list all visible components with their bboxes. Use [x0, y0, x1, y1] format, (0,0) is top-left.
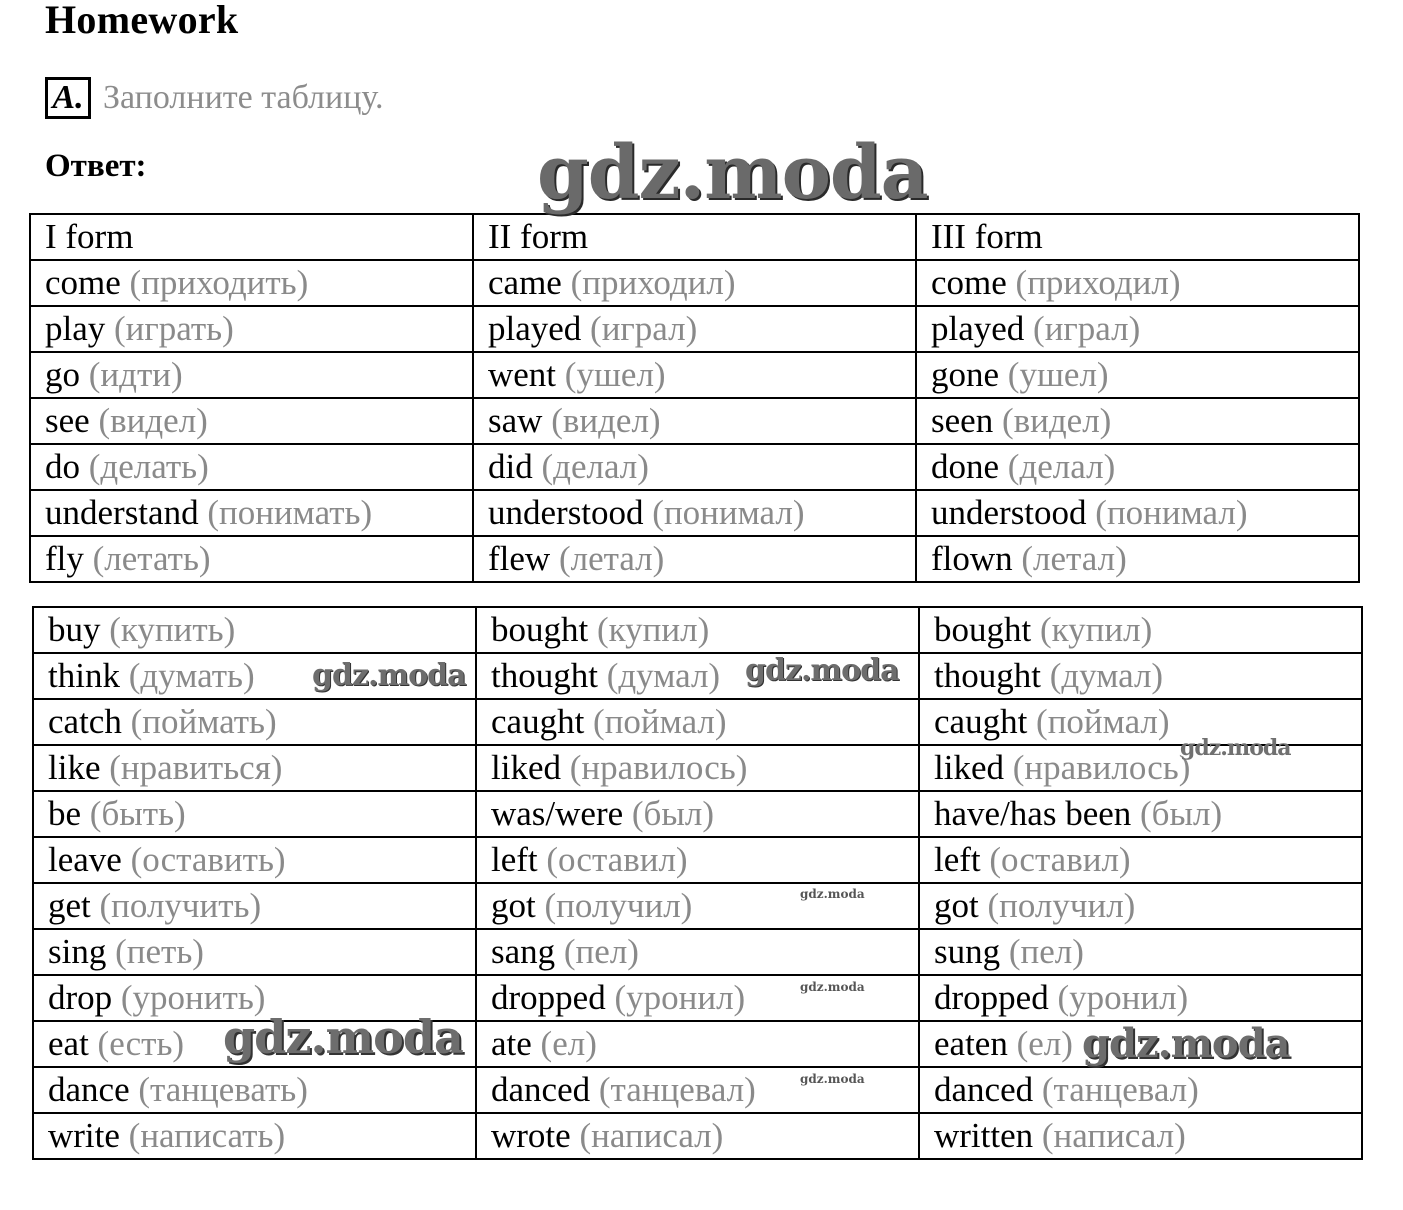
verb-form: come — [45, 263, 121, 302]
watermark-logo: gdz.moda — [800, 1072, 865, 1086]
verb-cell — [33, 791, 476, 837]
verb-cell — [476, 975, 919, 1021]
verb-translation: (видел) — [98, 401, 208, 440]
verb-translation: (ел) — [1016, 1024, 1073, 1063]
verb-form: seen — [931, 401, 994, 440]
verb-cell — [916, 536, 1359, 582]
verb-form: see — [45, 401, 90, 440]
task-number-box: A. — [45, 77, 91, 119]
verb-cell — [919, 837, 1362, 883]
verb-form: buy — [48, 610, 101, 649]
verb-translation: (думать) — [128, 656, 255, 695]
verb-cell — [30, 306, 473, 352]
verb-cell — [919, 1021, 1362, 1067]
verb-translation: (понимал) — [652, 493, 805, 532]
verb-translation: (приходил) — [570, 263, 736, 302]
verb-form: be — [48, 794, 82, 833]
table-row — [33, 883, 1362, 929]
watermark-logo: gdz.moda — [800, 980, 865, 994]
verb-cell — [30, 352, 473, 398]
table-row — [33, 929, 1362, 975]
verb-form: do — [45, 447, 80, 486]
verb-form: understand — [45, 493, 199, 532]
table-row — [30, 536, 1359, 582]
verb-cell — [919, 745, 1362, 791]
verb-translation: (поймал) — [1036, 702, 1170, 741]
verb-cell — [916, 398, 1359, 444]
verb-translation: (ушел) — [1007, 355, 1109, 394]
verb-cell — [919, 607, 1362, 653]
verb-cell — [473, 490, 916, 536]
verb-translation: (поймал) — [593, 702, 727, 741]
verb-cell — [476, 837, 919, 883]
verb-form: like — [48, 748, 101, 787]
verb-translation: (думал) — [1049, 656, 1164, 695]
verb-translation: (есть) — [97, 1024, 185, 1063]
verb-form: play — [45, 309, 106, 348]
verb-translation: (купил) — [1039, 610, 1153, 649]
verb-form: danced — [491, 1070, 591, 1109]
verb-form: gone — [931, 355, 1000, 394]
verb-translation: (видел) — [1001, 401, 1112, 440]
verb-translation: (оставил) — [989, 840, 1131, 879]
verb-cell — [33, 837, 476, 883]
verb-cell — [33, 883, 476, 929]
verb-form: liked — [491, 748, 561, 787]
verb-cell — [476, 745, 919, 791]
verb-translation: (уронить) — [120, 978, 266, 1017]
watermark-logo: gdz.moda — [1082, 1020, 1290, 1067]
verb-translation: (летать) — [92, 539, 211, 578]
verb-form: came — [488, 263, 562, 302]
verb-cell — [33, 699, 476, 745]
verb-cell — [476, 1021, 919, 1067]
table-row — [30, 306, 1359, 352]
verb-form: ate — [491, 1024, 532, 1063]
column-header: II form — [473, 214, 916, 260]
verb-translation: (делать) — [88, 447, 209, 486]
verb-translation: (делал) — [541, 447, 649, 486]
verbs-table-bottom — [32, 606, 1363, 1160]
column-header: III form — [916, 214, 1359, 260]
verb-translation: (получил) — [544, 886, 693, 925]
verb-form: write — [48, 1116, 120, 1155]
verb-cell — [916, 490, 1359, 536]
task-instruction: Заполните таблицу. — [103, 79, 384, 116]
watermark-logo: gdz.moda — [312, 658, 466, 693]
verb-translation: (получил) — [987, 886, 1136, 925]
table-row — [30, 260, 1359, 306]
verb-form: sang — [491, 932, 556, 971]
table-row — [33, 975, 1362, 1021]
verb-cell — [33, 607, 476, 653]
verb-form: go — [45, 355, 80, 394]
watermark-logo: gdz.moda — [800, 887, 865, 901]
verb-form: have/has been — [934, 794, 1132, 833]
watermark-logo: gdz.moda — [223, 1010, 463, 1064]
verb-cell — [33, 1021, 476, 1067]
verb-form: liked — [934, 748, 1004, 787]
verb-translation: (танцевал) — [1041, 1070, 1199, 1109]
verb-cell — [476, 653, 919, 699]
verb-translation: (летал) — [558, 539, 665, 578]
verb-cell — [476, 607, 919, 653]
verb-translation: (оставил) — [546, 840, 688, 879]
verb-cell — [30, 490, 473, 536]
verb-form: caught — [934, 702, 1028, 741]
verb-cell — [476, 883, 919, 929]
verb-cell — [919, 699, 1362, 745]
verb-cell — [919, 791, 1362, 837]
page-heading: Homework — [45, 0, 239, 42]
verb-translation: (написал) — [1041, 1116, 1186, 1155]
verb-cell — [33, 745, 476, 791]
verb-translation: (петь) — [115, 932, 204, 971]
table-header-row — [30, 214, 1359, 260]
table-row — [33, 1021, 1362, 1067]
verb-cell — [33, 653, 476, 699]
verb-cell — [919, 883, 1362, 929]
verb-form: played — [488, 309, 582, 348]
verb-translation: (летал) — [1021, 539, 1127, 578]
table-row — [30, 352, 1359, 398]
verb-translation: (видел) — [551, 401, 661, 440]
verb-form: left — [491, 840, 538, 879]
verb-form: drop — [48, 978, 113, 1017]
verb-translation: (играл) — [1033, 309, 1141, 348]
verb-form: dropped — [491, 978, 606, 1017]
verb-translation: (написать) — [128, 1116, 286, 1155]
verb-form: sing — [48, 932, 107, 971]
table-row — [33, 653, 1362, 699]
table-row — [30, 398, 1359, 444]
verb-form: was/were — [491, 794, 624, 833]
verb-translation: (нравилось) — [1012, 748, 1191, 787]
verb-translation: (играть) — [114, 309, 234, 348]
verb-cell — [473, 444, 916, 490]
verb-form: understood — [488, 493, 644, 532]
verb-cell — [916, 306, 1359, 352]
verb-translation: (уронил) — [614, 978, 746, 1017]
verb-translation: (идти) — [88, 355, 183, 394]
verb-cell — [33, 1067, 476, 1113]
verb-form: caught — [491, 702, 585, 741]
verb-translation: (думал) — [606, 656, 721, 695]
verb-form: flown — [931, 539, 1013, 578]
verb-cell — [919, 1113, 1362, 1159]
verb-form: played — [931, 309, 1025, 348]
verb-translation: (поймать) — [130, 702, 277, 741]
watermark-logo: gdz.moda — [745, 653, 899, 688]
verb-form: bought — [934, 610, 1032, 649]
verb-cell — [33, 1113, 476, 1159]
verb-form: flew — [488, 539, 551, 578]
verb-translation: (приходил) — [1015, 263, 1181, 302]
table-row — [33, 607, 1362, 653]
verbs-table-top — [29, 213, 1360, 583]
verb-translation: (купить) — [109, 610, 236, 649]
verb-cell — [473, 398, 916, 444]
verb-cell — [473, 306, 916, 352]
verb-cell — [916, 260, 1359, 306]
verb-cell — [476, 929, 919, 975]
verb-translation: (понимать) — [207, 493, 373, 532]
verb-cell — [916, 352, 1359, 398]
table-row — [30, 444, 1359, 490]
table-row — [30, 490, 1359, 536]
verb-cell — [476, 1067, 919, 1113]
verb-form: wrote — [491, 1116, 571, 1155]
verb-form: come — [931, 263, 1007, 302]
verb-translation: (быть) — [89, 794, 186, 833]
verb-cell — [473, 536, 916, 582]
verb-translation: (делал) — [1007, 447, 1116, 486]
verb-cell — [919, 975, 1362, 1021]
verb-form: thought — [491, 656, 598, 695]
verb-form: sung — [934, 932, 1001, 971]
verb-form: done — [931, 447, 1000, 486]
verb-cell — [30, 260, 473, 306]
verb-cell — [476, 699, 919, 745]
verb-cell — [473, 352, 916, 398]
verb-translation: (написал) — [579, 1116, 724, 1155]
verb-form: thought — [934, 656, 1041, 695]
verb-form: fly — [45, 539, 84, 578]
watermark-logo: gdz.moda — [1180, 735, 1291, 761]
verb-form: eaten — [934, 1024, 1008, 1063]
verb-form: dance — [48, 1070, 130, 1109]
verb-cell — [473, 260, 916, 306]
answer-label: Ответ: — [45, 148, 147, 184]
verb-form: saw — [488, 401, 543, 440]
verb-form: got — [934, 886, 979, 925]
verb-translation: (понимал) — [1095, 493, 1248, 532]
verb-cell — [30, 536, 473, 582]
verb-cell — [33, 975, 476, 1021]
table-row — [33, 1113, 1362, 1159]
verb-form: left — [934, 840, 981, 879]
table-row — [33, 699, 1362, 745]
verb-translation: (ушел) — [564, 355, 666, 394]
verb-cell — [919, 653, 1362, 699]
verb-cell — [30, 444, 473, 490]
verb-translation: (пел) — [563, 932, 639, 971]
verb-translation: (приходить) — [129, 263, 309, 302]
verb-form: got — [491, 886, 536, 925]
verb-translation: (получить) — [99, 886, 262, 925]
verb-translation: (пел) — [1008, 932, 1084, 971]
column-header: I form — [30, 214, 473, 260]
verb-cell — [916, 444, 1359, 490]
verb-cell — [30, 398, 473, 444]
watermark-logo: gdz.moda — [537, 130, 928, 216]
verb-translation: (ел) — [540, 1024, 597, 1063]
verb-form: did — [488, 447, 533, 486]
verb-form: went — [488, 355, 557, 394]
verb-form: leave — [48, 840, 122, 879]
verb-translation: (был) — [1140, 794, 1223, 833]
verb-form: eat — [48, 1024, 89, 1063]
task-line — [45, 74, 384, 122]
table-row — [33, 745, 1362, 791]
verb-form: dropped — [934, 978, 1049, 1017]
verb-translation: (купил) — [596, 610, 710, 649]
verb-cell — [919, 1067, 1362, 1113]
verb-form: danced — [934, 1070, 1034, 1109]
verb-cell — [476, 1113, 919, 1159]
verb-form: catch — [48, 702, 122, 741]
verb-cell — [476, 791, 919, 837]
verb-form: think — [48, 656, 120, 695]
verb-translation: (был) — [631, 794, 715, 833]
verb-form: understood — [931, 493, 1087, 532]
verb-translation: (играл) — [590, 309, 698, 348]
verb-translation: (уронил) — [1057, 978, 1189, 1017]
verb-translation: (оставить) — [130, 840, 286, 879]
verb-form: bought — [491, 610, 589, 649]
verb-cell — [33, 929, 476, 975]
verb-form: get — [48, 886, 91, 925]
verb-translation: (танцевал) — [598, 1070, 756, 1109]
table-row — [33, 1067, 1362, 1113]
table-row — [33, 791, 1362, 837]
verb-translation: (нравилось) — [569, 748, 748, 787]
table-row — [33, 837, 1362, 883]
verb-form: written — [934, 1116, 1034, 1155]
verb-cell — [919, 929, 1362, 975]
verb-translation: (нравиться) — [109, 748, 283, 787]
verb-translation: (танцевать) — [138, 1070, 308, 1109]
